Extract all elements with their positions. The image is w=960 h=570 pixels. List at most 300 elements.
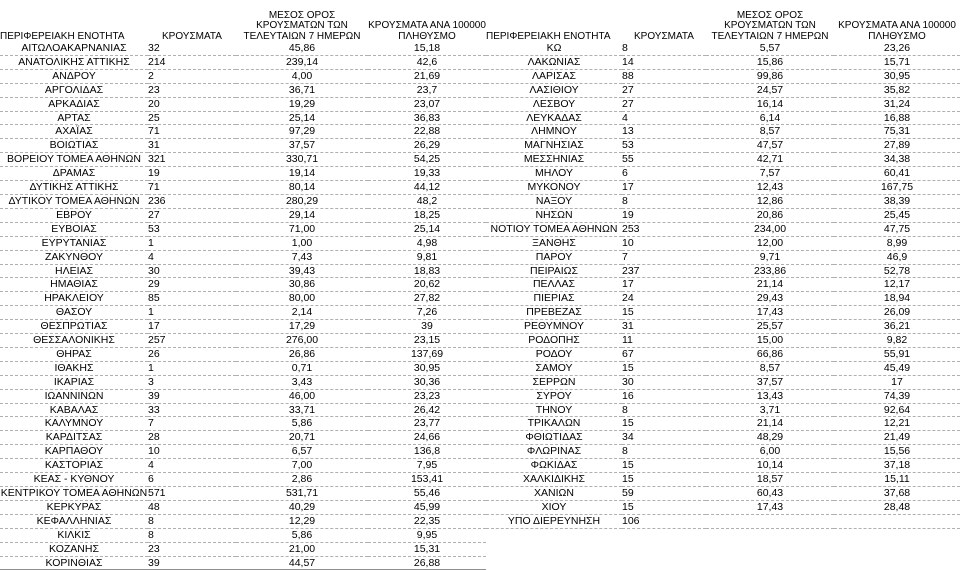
- per-100k-cell: 52,78: [834, 264, 960, 278]
- region-name-cell: ΒΟΡΕΙΟΥ ΤΟΜΕΑ ΑΘΗΝΩΝ: [0, 153, 148, 167]
- per-100k-cell: 16,88: [834, 111, 960, 125]
- per-100k-cell: 9,95: [368, 528, 486, 542]
- per-100k-cell: 153,41: [368, 473, 486, 487]
- per-100k-cell: 45,99: [368, 500, 486, 514]
- region-name-cell: ΘΕΣΠΡΩΤΙΑΣ: [0, 320, 148, 334]
- avg-7day-cell: 239,14: [236, 55, 368, 69]
- region-name-cell: ΣΥΡΟΥ: [486, 389, 622, 403]
- table-row: [0, 306, 486, 320]
- avg-7day-cell: 39,43: [236, 264, 368, 278]
- table-row: [0, 222, 486, 236]
- per-100k-cell: 37,18: [834, 459, 960, 473]
- cases-cell: 48: [148, 500, 236, 514]
- left-table-body: [0, 42, 486, 570]
- per-100k-cell: 136,8: [368, 445, 486, 459]
- cases-cell: 236: [148, 194, 236, 208]
- region-name-cell: ΧΑΝΙΩΝ: [486, 487, 622, 501]
- per-100k-cell: 15,56: [834, 445, 960, 459]
- per-100k-cell: 18,25: [368, 208, 486, 222]
- table-row: [0, 111, 486, 125]
- table-row: [486, 264, 960, 278]
- region-name-cell: ΤΗΝΟΥ: [486, 403, 622, 417]
- avg-7day-column-header: ΜΕΣΟΣ ΟΡΟΣ ΚΡΟΥΣΜΑΤΩΝ ΤΩΝ ΤΕΛΕΥΤΑΙΩΝ 7 ΗΜΕΡΩΝ: [243, 9, 361, 42]
- cases-cell: 15: [622, 306, 706, 320]
- cases-cell: 11: [622, 334, 706, 348]
- region-name-cell: ΛΑΡΙΣΑΣ: [486, 69, 622, 83]
- table-row: [486, 181, 960, 195]
- cases-cell: 55: [622, 153, 706, 167]
- cases-cell: 4: [148, 250, 236, 264]
- region-name-cell: ΗΛΕΙΑΣ: [0, 264, 148, 278]
- region-name-cell: ΧΑΛΚΙΔΙΚΗΣ: [486, 473, 622, 487]
- table-row: [486, 459, 960, 473]
- table-row: [486, 417, 960, 431]
- region-name-cell: ΚΑΡΠΑΘΟΥ: [0, 445, 148, 459]
- region-name-cell: ΚΑΒΑΛΑΣ: [0, 403, 148, 417]
- region-name-cell: ΑΡΚΑΔΙΑΣ: [0, 97, 148, 111]
- avg-7day-cell: 531,71: [236, 487, 368, 501]
- per-100k-cell: 55,46: [368, 487, 486, 501]
- table-row: [486, 514, 960, 528]
- avg-7day-cell: 97,29: [236, 125, 368, 139]
- table-row: [0, 528, 486, 542]
- avg-7day-cell: 6,14: [706, 111, 834, 125]
- avg-7day-cell: 44,57: [236, 556, 368, 570]
- cases-cell: 88: [622, 69, 706, 83]
- region-name-cell: ΕΥΡΥΤΑΝΙΑΣ: [0, 236, 148, 250]
- per-100k-cell: 48,2: [368, 194, 486, 208]
- avg-7day-cell: 37,57: [706, 375, 834, 389]
- avg-7day-cell: 330,71: [236, 153, 368, 167]
- table-row: [0, 55, 486, 69]
- per-100k-cell: 60,41: [834, 167, 960, 181]
- region-name-cell: ΠΕΛΛΑΣ: [486, 278, 622, 292]
- region-name-cell: ΙΩΑΝΝΙΝΩΝ: [0, 389, 148, 403]
- region-name-cell: ΕΥΒΟΙΑΣ: [0, 222, 148, 236]
- table-row: [486, 403, 960, 417]
- cases-cell: 237: [622, 264, 706, 278]
- avg-7day-cell: 8,57: [706, 125, 834, 139]
- cases-cell: 17: [622, 278, 706, 292]
- region-name-cell: ΛΕΥΚΑΔΑΣ: [486, 111, 622, 125]
- region-name-cell: ΔΥΤΙΚΗΣ ΑΤΤΙΚΗΣ: [0, 181, 148, 195]
- region-name-cell: ΡΟΔΟΠΗΣ: [486, 334, 622, 348]
- per-100k-cell: 7,26: [368, 306, 486, 320]
- table-row: [486, 153, 960, 167]
- table-row: [0, 542, 486, 556]
- avg-7day-cell: 9,71: [706, 250, 834, 264]
- cases-cell: 571: [148, 487, 236, 501]
- left-header-row: [0, 0, 486, 42]
- cases-cell: 3: [148, 375, 236, 389]
- region-name-cell: ΛΗΜΝΟΥ: [486, 125, 622, 139]
- table-row: [486, 278, 960, 292]
- region-name-cell: ΞΑΝΘΗΣ: [486, 236, 622, 250]
- avg-7day-cell: 17,43: [706, 306, 834, 320]
- region-name-cell: ΗΜΑΘΙΑΣ: [0, 278, 148, 292]
- per-100k-cell: 19,33: [368, 167, 486, 181]
- per-100k-cell: [834, 514, 960, 528]
- per-100k-cell: 4,98: [368, 236, 486, 250]
- table-row: [0, 125, 486, 139]
- per-100k-cell: 25,14: [368, 222, 486, 236]
- per-100k-cell: 137,69: [368, 347, 486, 361]
- avg-7day-cell: 45,86: [236, 42, 368, 55]
- cases-cell: 2: [148, 69, 236, 83]
- avg-7day-cell: 233,86: [706, 264, 834, 278]
- avg-7day-cell: 15,86: [706, 55, 834, 69]
- table-row: [0, 445, 486, 459]
- table-row: [486, 487, 960, 501]
- table-row: [486, 208, 960, 222]
- per-100k-cell: 37,68: [834, 487, 960, 501]
- per-100k-cell: 30,95: [368, 361, 486, 375]
- table-row: [0, 278, 486, 292]
- table-row: [0, 292, 486, 306]
- avg-7day-cell: 80,14: [236, 181, 368, 195]
- region-name-cell: ΚΑΛΥΜΝΟΥ: [0, 417, 148, 431]
- avg-7day-cell: 7,43: [236, 250, 368, 264]
- cases-cell: 24: [622, 292, 706, 306]
- avg-7day-cell: 29,14: [236, 208, 368, 222]
- table-row: [0, 83, 486, 97]
- table-row: [0, 334, 486, 348]
- table-row: [0, 97, 486, 111]
- cases-cell: 19: [622, 208, 706, 222]
- cases-cell: 34: [622, 431, 706, 445]
- table-row: [0, 167, 486, 181]
- table-row: [0, 250, 486, 264]
- table-row: [0, 208, 486, 222]
- per-100k-cell: 92,64: [834, 403, 960, 417]
- cases-cell: 30: [622, 375, 706, 389]
- per-100k-cell: 47,75: [834, 222, 960, 236]
- cases-cell: 253: [622, 222, 706, 236]
- avg-7day-cell: 30,86: [236, 278, 368, 292]
- avg-7day-cell: 24,57: [706, 83, 834, 97]
- avg-7day-cell: 60,43: [706, 487, 834, 501]
- region-name-cell: ΤΡΙΚΑΛΩΝ: [486, 417, 622, 431]
- table-row: [0, 361, 486, 375]
- avg-7day-cell: 15,00: [706, 334, 834, 348]
- cases-cell: 33: [148, 403, 236, 417]
- table-row: [0, 487, 486, 501]
- per-100k-cell: 12,21: [834, 417, 960, 431]
- per-100k-cell: 18,94: [834, 292, 960, 306]
- per-100k-cell: 15,31: [368, 542, 486, 556]
- region-name-cell: ΠΑΡΟΥ: [486, 250, 622, 264]
- table-row: [486, 250, 960, 264]
- region-name-cell: ΑΝΔΡΟΥ: [0, 69, 148, 83]
- table-row: [486, 222, 960, 236]
- avg-7day-cell: 12,86: [706, 194, 834, 208]
- cases-cell: 7: [148, 417, 236, 431]
- per-100k-cell: 23,26: [834, 42, 960, 55]
- table-row: [0, 320, 486, 334]
- per-100k-cell: 22,88: [368, 125, 486, 139]
- per-100k-cell: 39: [368, 320, 486, 334]
- per-100k-cell: 31,24: [834, 97, 960, 111]
- per-100k-cell: 45,49: [834, 361, 960, 375]
- table-row: [486, 389, 960, 403]
- per-100k-cell: 26,29: [368, 139, 486, 153]
- cases-cell: 106: [622, 514, 706, 528]
- avg-7day-cell: 13,43: [706, 389, 834, 403]
- avg-7day-cell: 12,29: [236, 514, 368, 528]
- table-row: [486, 375, 960, 389]
- cases-cell: 321: [148, 153, 236, 167]
- table-row: [486, 431, 960, 445]
- avg-7day-cell: 7,57: [706, 167, 834, 181]
- region-name-cell: ΘΕΣΣΑΛΟΝΙΚΗΣ: [0, 334, 148, 348]
- cases-cell: 39: [148, 389, 236, 403]
- region-name-cell: ΚΕΝΤΡΙΚΟΥ ΤΟΜΕΑ ΑΘΗΝΩΝ: [0, 487, 148, 499]
- region-name-cell: ΙΘΑΚΗΣ: [0, 361, 148, 375]
- cases-cell: 10: [148, 445, 236, 459]
- cases-cell: 8: [622, 445, 706, 459]
- avg-7day-cell: 71,00: [236, 222, 368, 236]
- avg-7day-cell: 20,86: [706, 208, 834, 222]
- cases-cell: 59: [622, 487, 706, 501]
- cases-cell: 257: [148, 334, 236, 348]
- per-100k-cell: 42,6: [368, 55, 486, 69]
- avg-7day-cell: 21,00: [236, 542, 368, 556]
- cases-cell: 4: [622, 111, 706, 125]
- avg-7day-cell: [706, 514, 834, 528]
- cases-cell: 6: [622, 167, 706, 181]
- avg-7day-cell: 2,86: [236, 473, 368, 487]
- cases-cell: 15: [622, 473, 706, 487]
- table-row: [486, 320, 960, 334]
- region-name-cell: ΛΑΣΙΘΙΟΥ: [486, 83, 622, 97]
- avg-7day-cell: 3,71: [706, 403, 834, 417]
- region-name-cell: ΚΩ: [486, 42, 622, 55]
- region-name-cell: ΚΑΡΔΙΤΣΑΣ: [0, 431, 148, 445]
- region-name-cell: ΚΟΖΑΝΗΣ: [0, 542, 148, 556]
- per-100k-cell: 23,7: [368, 83, 486, 97]
- cases-cell: 16: [622, 389, 706, 403]
- region-name-cell: ΦΛΩΡΙΝΑΣ: [486, 445, 622, 459]
- avg-7day-cell: 17,43: [706, 500, 834, 514]
- table-row: [0, 431, 486, 445]
- table-row: [486, 69, 960, 83]
- avg-7day-cell: 5,57: [706, 42, 834, 55]
- per-100k-cell: 21,69: [368, 69, 486, 83]
- cases-cell: 214: [148, 55, 236, 69]
- per-100k-cell: 15,71: [834, 55, 960, 69]
- per-100k-cell: 9,81: [368, 250, 486, 264]
- per-100k-cell: 26,09: [834, 306, 960, 320]
- region-name-cell: ΚΕΑΣ - ΚΥΘΝΟΥ: [0, 473, 148, 487]
- cases-cell: 17: [148, 320, 236, 334]
- avg-7day-cell: 29,43: [706, 292, 834, 306]
- cases-cell: 29: [148, 278, 236, 292]
- avg-7day-cell: 36,71: [236, 83, 368, 97]
- per-100k-cell: 44,12: [368, 181, 486, 195]
- cases-cell: 67: [622, 347, 706, 361]
- table-row: [0, 264, 486, 278]
- region-name-cell: ΙΚΑΡΙΑΣ: [0, 375, 148, 389]
- cases-cell: 53: [622, 139, 706, 153]
- per-100k-cell: 26,42: [368, 403, 486, 417]
- avg-7day-cell: 8,57: [706, 361, 834, 375]
- per-100k-cell: 28,48: [834, 500, 960, 514]
- table-row: [0, 42, 486, 55]
- table-row: [486, 500, 960, 514]
- avg-7day-cell: 26,86: [236, 347, 368, 361]
- region-name-cell: ΦΩΚΙΔΑΣ: [486, 459, 622, 473]
- table-row: [0, 403, 486, 417]
- avg-7day-cell: 25,14: [236, 111, 368, 125]
- table-row: [486, 55, 960, 69]
- table-row: [486, 361, 960, 375]
- per-100k-cell: 74,39: [834, 389, 960, 403]
- right-data-table-section: [486, 0, 960, 529]
- region-name-cell: ΠΙΕΡΙΑΣ: [486, 292, 622, 306]
- per-100k-cell: 75,31: [834, 125, 960, 139]
- avg-7day-cell: 276,00: [236, 334, 368, 348]
- region-name-cell: ΑΡΓΟΛΙΔΑΣ: [0, 83, 148, 97]
- cases-cell: 1: [148, 236, 236, 250]
- per-100k-cell: 27,82: [368, 292, 486, 306]
- cases-cell: 39: [148, 556, 236, 570]
- avg-7day-cell: 4,00: [236, 69, 368, 83]
- cases-cell: 28: [148, 431, 236, 445]
- table-row: [0, 69, 486, 83]
- per-100k-cell: 12,17: [834, 278, 960, 292]
- avg-7day-cell: 80,00: [236, 292, 368, 306]
- region-name-cell: ΣΑΜΟΥ: [486, 361, 622, 375]
- per-100k-cell: 7,95: [368, 459, 486, 473]
- cases-cell: 15: [622, 417, 706, 431]
- cases-cell: 17: [622, 181, 706, 195]
- per-100k-cell: 17: [834, 375, 960, 389]
- avg-7day-cell: 7,00: [236, 459, 368, 473]
- per-100k-cell: 20,62: [368, 278, 486, 292]
- cases-cell: 8: [622, 42, 706, 55]
- region-name-cell: ΒΟΙΩΤΙΑΣ: [0, 139, 148, 153]
- table-row: [0, 375, 486, 389]
- avg-7day-cell: 21,14: [706, 278, 834, 292]
- cases-cell: 26: [148, 347, 236, 361]
- table-row: [0, 556, 486, 570]
- avg-7day-cell: 1,00: [236, 236, 368, 250]
- table-row: [486, 236, 960, 250]
- table-row: [486, 83, 960, 97]
- avg-7day-cell: 17,29: [236, 320, 368, 334]
- per-100k-cell: 30,36: [368, 375, 486, 389]
- per-100k-cell: 36,83: [368, 111, 486, 125]
- avg-7day-cell: 19,14: [236, 167, 368, 181]
- avg-7day-cell: 99,86: [706, 69, 834, 83]
- region-name-cell: ΠΡΕΒΕΖΑΣ: [486, 306, 622, 320]
- per-100k-cell: 25,45: [834, 208, 960, 222]
- cases-cell: 71: [148, 125, 236, 139]
- table-row: [0, 347, 486, 361]
- table-row: [0, 514, 486, 528]
- cases-cell: 15: [622, 459, 706, 473]
- table-row: [486, 445, 960, 459]
- region-name-cell: ΝΑΞΟΥ: [486, 194, 622, 208]
- per-100k-cell: 26,88: [368, 556, 486, 570]
- table-row: [0, 417, 486, 431]
- table-row: [486, 347, 960, 361]
- avg-7day-cell: 33,71: [236, 403, 368, 417]
- cases-cell: 85: [148, 292, 236, 306]
- table-row: [486, 167, 960, 181]
- avg-7day-cell: 37,57: [236, 139, 368, 153]
- region-name-cell: ΘΑΣΟΥ: [0, 306, 148, 320]
- avg-7day-column-header: ΜΕΣΟΣ ΟΡΟΣ ΚΡΟΥΣΜΑΤΩΝ ΤΩΝ ΤΕΛΕΥΤΑΙΩΝ 7 ΗΜΕΡΩΝ: [711, 9, 829, 42]
- cases-cell: 8: [622, 194, 706, 208]
- region-name-cell: ΡΟΔΟΥ: [486, 347, 622, 361]
- region-column-header: ΠΕΡΙΦΕΡΕΙΑΚΗ ΕΝΟΤΗΤΑ: [486, 30, 611, 42]
- region-name-cell: ΥΠΟ ΔΙΕΡΕΥΝΗΣΗ: [486, 514, 622, 528]
- region-name-cell: ΑΙΤΩΛΟΑΚΑΡΝΑΝΙΑΣ: [0, 42, 148, 55]
- per-100k-cell: 27,89: [834, 139, 960, 153]
- table-row: [0, 181, 486, 195]
- avg-7day-cell: 10,14: [706, 459, 834, 473]
- region-name-cell: ΡΕΘΥΜΝΟΥ: [486, 320, 622, 334]
- cases-cell: 8: [148, 528, 236, 542]
- per-100k-cell: 35,82: [834, 83, 960, 97]
- avg-7day-cell: 40,29: [236, 500, 368, 514]
- per-100k-cell: 167,75: [834, 181, 960, 195]
- cases-cell: 23: [148, 83, 236, 97]
- cases-cell: 31: [622, 320, 706, 334]
- cases-column-header: ΚΡΟΥΣΜΑΤΑ: [634, 30, 694, 42]
- cases-cell: 20: [148, 97, 236, 111]
- table-row: [0, 500, 486, 514]
- avg-7day-cell: 47,57: [706, 139, 834, 153]
- cases-cell: 30: [148, 264, 236, 278]
- per-100k-cell: 22,35: [368, 514, 486, 528]
- region-name-cell: ΗΡΑΚΛΕΙΟΥ: [0, 292, 148, 306]
- per-100k-column-header: ΚΡΟΥΣΜΑΤΑ ΑΝΑ 100000 ΠΛΗΘΥΣΜΟ: [838, 20, 956, 42]
- table-row: [0, 153, 486, 167]
- region-name-cell: ΑΧΑΪΑΣ: [0, 125, 148, 139]
- cases-cell: 4: [148, 459, 236, 473]
- cases-cell: 8: [622, 403, 706, 417]
- region-name-cell: ΚΟΡΙΝΘΙΑΣ: [0, 556, 148, 570]
- region-name-cell: ΣΕΡΡΩΝ: [486, 375, 622, 389]
- avg-7day-cell: 2,14: [236, 306, 368, 320]
- per-100k-cell: 23,23: [368, 389, 486, 403]
- cases-cell: 1: [148, 306, 236, 320]
- per-100k-cell: 36,21: [834, 320, 960, 334]
- region-name-cell: ΛΕΣΒΟΥ: [486, 97, 622, 111]
- per-100k-cell: 15,18: [368, 42, 486, 55]
- avg-7day-cell: 6,57: [236, 445, 368, 459]
- region-name-cell: ΑΡΤΑΣ: [0, 111, 148, 125]
- table-row: [0, 236, 486, 250]
- table-row: [486, 473, 960, 487]
- avg-7day-cell: 25,57: [706, 320, 834, 334]
- region-name-cell: ΜΗΛΟΥ: [486, 167, 622, 181]
- cases-cell: 32: [148, 42, 236, 55]
- avg-7day-cell: 0,71: [236, 361, 368, 375]
- avg-7day-cell: 5,86: [236, 417, 368, 431]
- region-name-cell: ΜΕΣΣΗΝΙΑΣ: [486, 153, 622, 167]
- avg-7day-cell: 66,86: [706, 347, 834, 361]
- avg-7day-cell: 6,00: [706, 445, 834, 459]
- region-name-cell: ΝΟΤΙΟΥ ΤΟΜΕΑ ΑΘΗΝΩΝ: [486, 222, 622, 236]
- region-name-cell: ΦΘΙΩΤΙΔΑΣ: [486, 431, 622, 445]
- region-name-cell: ΚΑΣΤΟΡΙΑΣ: [0, 459, 148, 473]
- avg-7day-cell: 19,29: [236, 97, 368, 111]
- right-table-body: [486, 42, 960, 528]
- per-100k-cell: 18,83: [368, 264, 486, 278]
